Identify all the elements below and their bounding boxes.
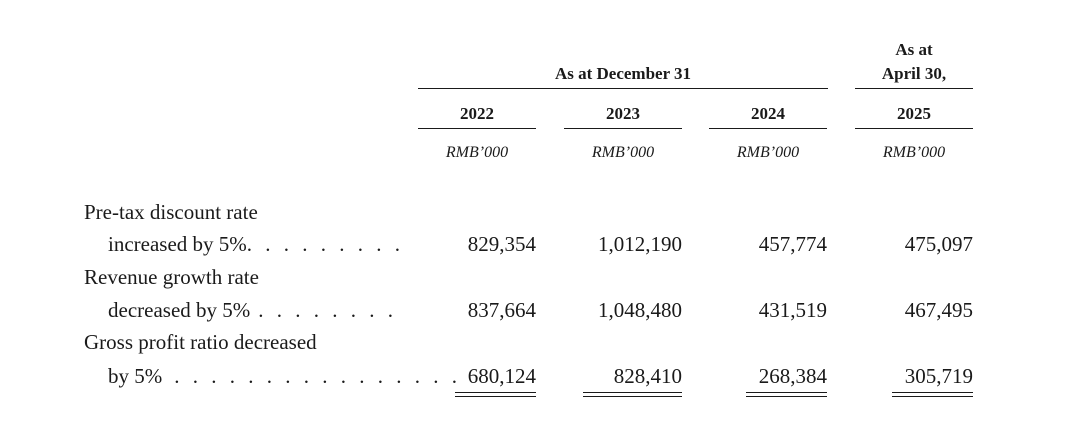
cell-2023: 1,012,190: [598, 232, 682, 256]
cell-2022: 829,354: [467, 232, 536, 256]
row-label-line1: Gross profit ratio decreased: [84, 330, 317, 354]
cell-2023: 828,410: [613, 364, 682, 388]
unit-header-2025: RMB’000: [882, 144, 946, 161]
year-rule-2023: [564, 128, 682, 129]
cell-2025: 467,495: [904, 298, 973, 322]
year-header-2025: 2025: [897, 104, 931, 123]
header-group-april-rule: [855, 88, 973, 89]
year-header-2023: 2023: [606, 104, 640, 123]
cell-2022: 837,664: [467, 298, 536, 322]
double-underline-2025: [892, 392, 973, 397]
cell-2023: 1,048,480: [598, 298, 682, 322]
year-rule-2025: [855, 128, 973, 129]
row-label-text: increased by 5%: [108, 232, 247, 256]
row-label-line1: Pre-tax discount rate: [84, 200, 258, 224]
header-group-december: As at December 31: [554, 64, 692, 83]
header-group-april-line1: As at: [895, 40, 933, 59]
cell-2024: 457,774: [758, 232, 827, 256]
leader-dots: . . . . . . . . .: [246, 232, 405, 256]
row-label-text: by 5%: [108, 364, 163, 388]
cell-2025: 305,719: [904, 364, 973, 388]
leader-dots: . . . . . . . . . . . . . . . .: [174, 364, 461, 388]
row-label-line1: Revenue growth rate: [84, 265, 259, 289]
row-label-line2: [108, 232, 404, 256]
header-group-december-rule: [418, 88, 828, 89]
row-label-line2: [108, 364, 461, 388]
double-underline-2024: [746, 392, 827, 397]
year-header-2022: 2022: [460, 104, 494, 123]
header-group-april-line2: April 30,: [881, 64, 947, 83]
double-underline-2023: [583, 392, 682, 397]
year-rule-2024: [709, 128, 827, 129]
row-label-line2: [108, 298, 397, 322]
unit-header-2022: RMB’000: [445, 144, 509, 161]
unit-header-2023: RMB’000: [591, 144, 655, 161]
year-rule-2022: [418, 128, 536, 129]
cell-2024: 431,519: [758, 298, 827, 322]
unit-header-2024: RMB’000: [736, 144, 800, 161]
year-header-2024: 2024: [751, 104, 785, 123]
cell-2024: 268,384: [758, 364, 827, 388]
leader-dots: . . . . . . . .: [258, 298, 398, 322]
cell-2022: 680,124: [467, 364, 536, 388]
double-underline-2022: [455, 392, 536, 397]
cell-2025: 475,097: [904, 232, 973, 256]
row-label-text: decreased by 5%: [108, 298, 251, 322]
